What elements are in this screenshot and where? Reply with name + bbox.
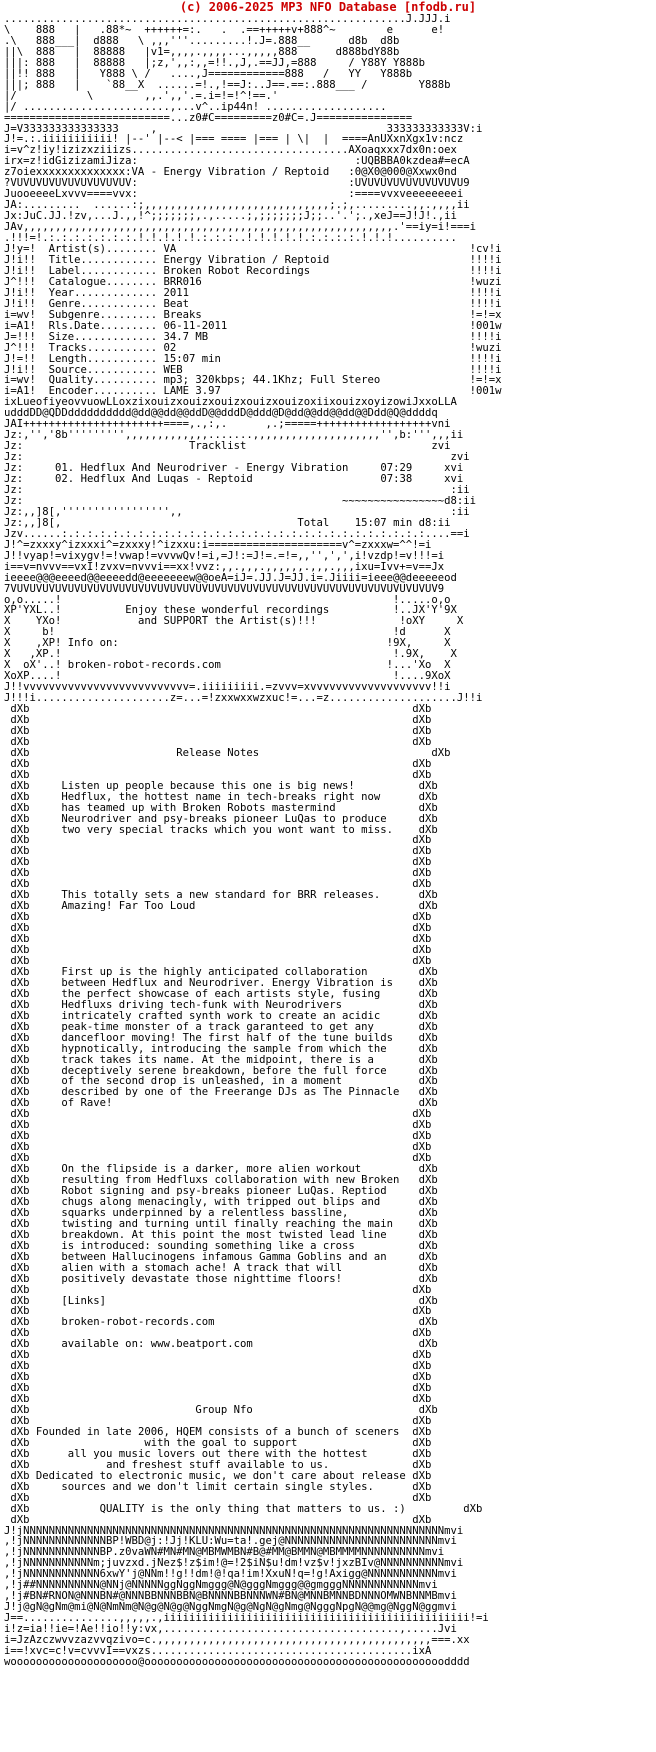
group-nfo-line: all you music lovers out there with the hottest xyxy=(67,1447,368,1460)
release-notes-line: Neurodriver and psy-breaks pioneer LuQas to produce xyxy=(61,812,387,825)
track-title: Hedflux And Luqas - Reptoid xyxy=(80,473,253,486)
release-notes-line: is introduced: sounding something like a cross xyxy=(61,1239,355,1252)
nfo-text: ...............................................................J.JJJ.i \ 888 | .88*~ ++++++=:. . .==+++++v+888^~ e e! .\ 888___| d888 \ ,,,'''.........!.J=.888__ d8b d8b ||\ 888 | 88888 |v1=,,,,.,,,,...,,,,,888 d888bdY88b |||: 888 | 88888 |;z,',,:,,=!!.,J,.==JJ,=888 / Y88Y Y888b ||!! 888 | Y888 \ / ....,J============888 / YY Y888b |||; 888 | `88__X ......=!.,!==J:..J==.==:.888___ / Y888b |/ \ ,,.',,'.=.i=!=!^!==.' |/ .......................,...v^..ip44n! ................... ==========================...z0#C=========z0#C=.J=============== J=V333333333333333 , 333333333333V:i J!=.:.iiiiiiiiiii! |--' |--< |=== ==== |=== | \| | ====AnUXxnXgx1v:ncz i=v^z!iy!izizxziiizs..................................AXoaqxxx7dx0n:oex irx=z!idGizizamiJiza: :UQBBBA0kzdea#=ecA z7oiexxxxxxxxxxxxxx:VA - Energy Vibration / Reptoid :0@X0@000@Xxwx0nd ?VUVUVUVUVUVUVUVUVUV: :UVUVUVUVUVUVUVUVU9 JuooeeeeLxvvv====vvx: :====vvxveeeeeeeei JA:......... ......:;,,,,,,,,,,,,,,,,,,,,,,,,,,,,,;.;,.........,,.,,,,ii Jx:JuC.JJ.!zv,...J.,,!^;;;;;;;,.,.....;,;;;;;;;J;;..'.';.,xeJ==J!J!.,ii JAv,,,,,,,,,,,,,,,,,,,,,,,,,,,,,,,,,,,,,,,,,,,,,,,,,,,,,,,,,,.'==iy=i!===i .!!!=!.:.:.:.:.:.:.:.!.!.!.!.!.:.:.:..!.!.!.!.!.:.:.:.:.!.!.!.......... J!y=! Artist(s)........ VA !cv!i J!i!! Title............ Energy Vibration / Reptoid !!!!i J!i!! Label............ Broken Robot Recordings !!!!i J^!!! Catalogue........ BRR016 !wuzi J!i!! Year............. 2011 !!!!i J!i!! Genre............ Beat !!!!i i=wv! Subgenre......... Breaks !=!=x i=A1! Rls.Date......... 06-11-2011 !001w J=!!! Size............. 34.7 MB !!!!i J^!!! Tracks........... 02 !wuzi J!=!! Length........... 15:07 min !!!!i J!i!! Source........... WEB !!!!i i=wv! Quality.......... mp3; 320kbps; 44.1Khz; Full Stereo !=!=x i=A1! Encoder.......... LAME 3.97 !001w ixLueofiyeovvuowLLoxzixouizxouizxouizxouizxouizoxiixouizxoyizowiJxxoLLA udddDD@QDDdddddddddd@dd@@dd@@ddD@@dddD@ddd@D@dd@@dd@@dd@@Ddd@Q@ddddq JAI++++++++++++++++++++++====,.,:,. ,.;=====++++++++++++++++++vni Jz:,'','8b''''''''',,,,,,,,,,,,,.......,,,,,,,,,,,,,,,,,,,,'',b:''',,,ii Jz: Tracklist zvi Jz: zvi Jz: 01. Hedflux And Neurodriver - Energy Vibration 07:29 xvi Jz: 02. Hedflux And Luqas - Reptoid 07:38 xvi Jz: :ii Jz: ~~~~~~~~~~~~~~~~d8:ii Jz:,,]8[,''''''''''''''''',, :ii Jz:,,]8[, Total 15:07 min d8:ii Jzv......:.:.:.:.:.:.:.:.:.:.:.:.:.:.:.:.:.:.:.:.:.:.:.:.:.:.:.:.:....==i J!^=zxxxy^izxxxi^=zxxxy!^izxxu:i=====================v^=zxxxw=^^!=i J!!vyap!=vixygv!=!vwap!=vvvwQv!=i,=J!:=J!=.=!=,,'',',',i!vzdp!=v!!!=i i==v=nvvv==vxI!zvxv=nvvvi==xx!vvz:,,.,,,.,,,,,,.,,,.,,,ixu=Ivv+=v==Jx ieeee@@@eeeed@@eeeedd@eeeeeeew@@oeA=iJ=.JJ.J=JJ.i=.Jiiii=ieee@@deeeeeod 7VUVUVUVUVUVUVUVUVUVUVUVUVUVUVUVUVUVUVUVUVUVUVUVUVUVUVUVUVUVUVUVUVUV9 o,o.....! !.....o,o XP'YXL..! Enjoy these wonderful recordings !..JX'Y'9X X YXo! and SUPPORT the Artist(s)!!! !oXY X X b! !d X X ,XP! Info on: !9X, X X ,XP.! !.9X, X X oX'..! broken-robot-records.com !...'Xo X XoXP....! !....9XoX J!!vvvvvvvvvvvvvvvvvvvvvvvvvv=.iiiiiiiii.=zvvv=xvvvvvvvvvvvvvvvvvvv!!i J!!!i.....................z=...=!zxxwxxwzxuc!=...=z....................J!!i dXb dXb dXb dXb dXb dXb dXb dXb dXb Release Notes dXb dXb dXb dXb dXb dXb Listen up people because this one is big news! dXb dXb Hedflux, the hottest name in tech-breaks right now dXb dXb has teamed up with Broken Robots mastermind dXb dXb Neurodriver and psy-breaks pioneer LuQas to produce dXb dXb two very special tracks which you wont want to miss. dXb dXb dXb dXb dXb dXb dXb dXb dXb dXb dXb dXb This totally sets a new standard for BRR releases. dXb dXb Amazing! Far Too Loud dXb dXb dXb dXb dXb dXb dXb dXb dXb dXb dXb dXb First up is the highly anticipated collaboration dXb dXb between Hedflux and Neurodriver. Energy Vibration is dXb dXb the perfect showcase of each artists style, fusing dXb dXb Hedfluxs driving tech-funk with Neurodrivers dXb dXb intricately crafted synth work to create an acidic dXb dXb peak-time monster of a track garanteed to get any dXb dXb dancefloor moving! The first half of the tune builds dXb dXb hypnotically, introducing the sample from which the dXb dXb track takes its name. At the midpoint, there is a dXb dXb deceptively serene breakdown, before the full force dXb dXb of the second drop is unleashed, in a moment dXb dXb described by one of the Freerange DJs as The Pinnacle dXb dXb of Rave! dXb dXb dXb dXb dXb dXb dXb dXb dXb dXb dXb dXb On the flipside is a darker, more alien workout dXb dXb resulting from Hedfluxs collaboration with new Broken dXb dXb Robot signing and psy-breaks pioneer LuQas. Reptiod dXb dXb chugs along menacingly, with tripped out blips and dXb dXb squarks underpinned by a relentless bassline, dXb dXb twisting and turning until finally reaching the main dXb dXb breakdown. At this point the most twisted lead line dXb dXb is introduced: sounding something like a cross dXb dXb between Hallucinogens infamous Gamma Goblins and an dXb dXb alien with a stomach ache! A track that will dXb dXb positively devastate those nighttime floors! dXb dXb dXb dXb [Links] dXb dXb dXb dXb broken-robot-records.com dXb dXb dXb dXb available on: www.beatport.com dXb dXb dXb dXb dXb dXb dXb dXb dXb dXb dXb dXb Group Nfo dXb dXb dXb dXb Founded in late 2006, HQEM consists of a bunch of sceners dXb dXb with the goal to support dXb dXb all you music lovers out there with the hottest dXb dXb and freshest stuff available to us. dXb dXb Dedicated to electronic music, we don't care about release dXb dXb sources and we don't limit certain single styles. dXb dXb dXb dXb QUALITY is the only thing that matters to us. :) dXb dXb dXb J!jNNNNNNNNNNNNNNNNNNNNNNNNNNNNNNNNNNNNNNNNNNNNNNNNNNNNNNNNNNNNNNNNNNmvi ,!jNNNNNNNNNNNNNBP!WBD@j:!Jj!KLU:Wu=ta!.gej@NNNNNNNNNNNNNNNNNNNNNNNNmvi ,!jNNNNNNNNNNNNBP.z0vaWN#MN#MN@MBMWMBN#B@#MM@BMMN@MBMMMMNNNNNNNNNNmvi ,!jNNNNNNNNNNNm;juvzxd.jNez$!z$im!@=!2$iN$u!dm!vz$v!jxzBIv@NNNNNNNNNNmvi ,!jNNNNNNNNNNNN6xwY'j@NNm!!g!!dm!@!qa!im!XxuN!q=!g!Axigg@NNNNNNNNNNNmvi ,!j##NNNNNNNNNN@NNj@NNNNNggNggNmggg@N@gggNmggg@@gmgggNNNNNNNNNNNNmvi ,!j#BN#RNON@NNNBN#@NNNBBNNNBBN@BNNNNBBNNNWN#BN@MNNBMNNBDNNNOMWNBNNMBmvi J!j@gN@gNm@mi@N@NmNm@N@g@N@g@NggNmgN@g@NgN@gNmg@NgggNpgN@@mg@NggN@ggmvi J==...............,,,,,.,iiiiiiiiiiiiiiiiiiiiiiiiiiiiiiiiiiiiiiiiiiiiiiii!=i i!z=ia!!ie=!Ae!!io!!y:vx,.....................................,.....Jvi i=JzAzczwvvzazvvqzivo=c.,,,,,,,,,,,,,,,,,,,,,,,,,,,,,,,,,,,,,,,,,,,===.xx i==!xvc=c!v=cvvvI==vxzs.........................................ixA woooooooooooooooooooo@ooooooooooooooooooooooooooooooooooooooooooooooodddd xyxy=(4,14,502,1668)
release-notes-line: between Hallucinogens infamous Gamma Goblins and an xyxy=(61,1250,387,1263)
release-notes-line: the perfect showcase of each artists style, fusing xyxy=(61,987,381,1000)
release-notes-line: between Hedflux and Neurodriver. Energy Vibration is xyxy=(61,976,394,989)
release-tracks: 02 xyxy=(163,341,177,354)
support-line2: and SUPPORT the Artist(s)!!! xyxy=(137,615,317,628)
release-notes-line: Listen up people because this one is big news! xyxy=(61,779,355,792)
release-catalogue: BRR016 xyxy=(163,275,202,288)
release-notes-line: Hedfluxs driving tech-funk with Neurodrivers xyxy=(61,998,343,1011)
release-notes-line: On the flipside is a darker, more alien workout xyxy=(61,1163,362,1176)
total-label: Total xyxy=(297,516,330,529)
release-notes-line: resulting from Hedfluxs collaboration with new Broken xyxy=(61,1174,400,1187)
group-nfo-line: sources and we don't limit certain single styles. xyxy=(61,1480,374,1493)
support-url: broken-robot-records.com xyxy=(67,659,221,672)
group-nfo-line: and freshest stuff available to us. xyxy=(106,1458,330,1471)
link-label-url: broken-robot-records.com xyxy=(61,1316,215,1329)
release-notes-line: breakdown. At this point the most twisted lead line xyxy=(61,1228,387,1241)
release-notes-line: First up is the highly anticipated collaboration xyxy=(61,965,368,978)
tracklist-heading: Tracklist xyxy=(188,440,247,453)
info-label: Info on: xyxy=(67,637,119,650)
release-label: Broken Robot Recordings xyxy=(163,264,311,277)
release-artist: VA xyxy=(163,243,177,256)
group-nfo-line: with the goal to support xyxy=(144,1436,298,1449)
track-time: 07:29 xyxy=(380,462,413,475)
links-label: [Links] xyxy=(61,1294,107,1307)
release-rls-date: 06-11-2011 xyxy=(163,319,228,332)
release-notes-line: hypnotically, introducing the sample from which the xyxy=(61,1042,387,1055)
group-nfo-line: Founded in late 2006, HQEM consists of a bunch of sceners xyxy=(35,1425,400,1438)
track-number: 02. xyxy=(55,473,75,486)
track-number: 01. xyxy=(55,462,75,475)
release-subgenre: Breaks xyxy=(163,308,202,321)
release-notes-line: positively devastate those nighttime floors! xyxy=(61,1272,343,1285)
release-notes-line: intricately crafted synth work to create an acidic xyxy=(61,1009,381,1022)
release-length: 15:07 min xyxy=(163,352,221,365)
release-notes-line: squarks underpinned by a relentless bassline, xyxy=(61,1206,349,1219)
release-notes-line: Amazing! Far Too Loud xyxy=(61,900,196,913)
release-notes-line: Robot signing and psy-breaks pioneer LuQas. Reptiod xyxy=(61,1184,387,1197)
release-notes-line: dancefloor moving! The first half of the tune builds xyxy=(61,1031,394,1044)
release-encoder: LAME 3.97 xyxy=(163,385,221,398)
release-notes-line: of Rave! xyxy=(61,1097,113,1110)
release-notes-line: described by one of the Freerange DJs as The Pinnacle xyxy=(61,1086,400,1099)
release-title: Energy Vibration / Reptoid xyxy=(163,253,330,266)
release-year: 2011 xyxy=(163,286,189,299)
release-genre: Beat xyxy=(163,297,189,310)
release-notes-line: deceptively serene breakdown, before the full force xyxy=(61,1064,387,1077)
release-notes-line: Hedflux, the hottest name in tech-breaks right now xyxy=(61,790,381,803)
release-notes-line: track takes its name. At the midpoint, there is a xyxy=(61,1053,374,1066)
release-notes-line: This totally sets a new standard for BRR releases. xyxy=(61,889,381,902)
release-notes-line: of the second drop is unleashed, in a moment xyxy=(61,1075,343,1088)
total-time: 15:07 min xyxy=(354,516,413,529)
release-source: WEB xyxy=(163,363,183,376)
site-title: (c) 2006-2025 MP3 NFO Database [nfodb.ru] xyxy=(179,0,477,14)
release-notes-line: has teamed up with Broken Robots mastermind xyxy=(61,801,336,814)
release-notes-line: twisting and turning until finally reaching the main xyxy=(61,1217,394,1230)
release-size: 34.7 MB xyxy=(163,330,209,343)
link-beatport: available on: www.beatport.com xyxy=(61,1338,253,1351)
release-notes-line: chugs along menacingly, with tripped out blips and xyxy=(61,1195,381,1208)
group-nfo-motto: QUALITY is the only thing that matters to us. :) xyxy=(99,1502,406,1515)
release-notes-line: peak-time monster of a track garanteed to get any xyxy=(61,1020,374,1033)
track-time: 07:38 xyxy=(380,473,413,486)
track-title: Hedflux And Neurodriver - Energy Vibration xyxy=(80,462,349,475)
group-nfo-heading: Group Nfo xyxy=(195,1404,253,1417)
release-notes-line: alien with a stomach ache! A track that will xyxy=(61,1261,343,1274)
group-nfo-line: Dedicated to electronic music, we don't care about release xyxy=(35,1469,406,1482)
release-notes-line: two very special tracks which you wont want to miss. xyxy=(61,823,394,836)
support-line1: Enjoy these wonderful recordings xyxy=(125,604,330,617)
release-quality: mp3; 320kbps; 44.1Khz; Full Stereo xyxy=(163,374,381,387)
release-notes-heading: Release Notes xyxy=(176,746,260,759)
